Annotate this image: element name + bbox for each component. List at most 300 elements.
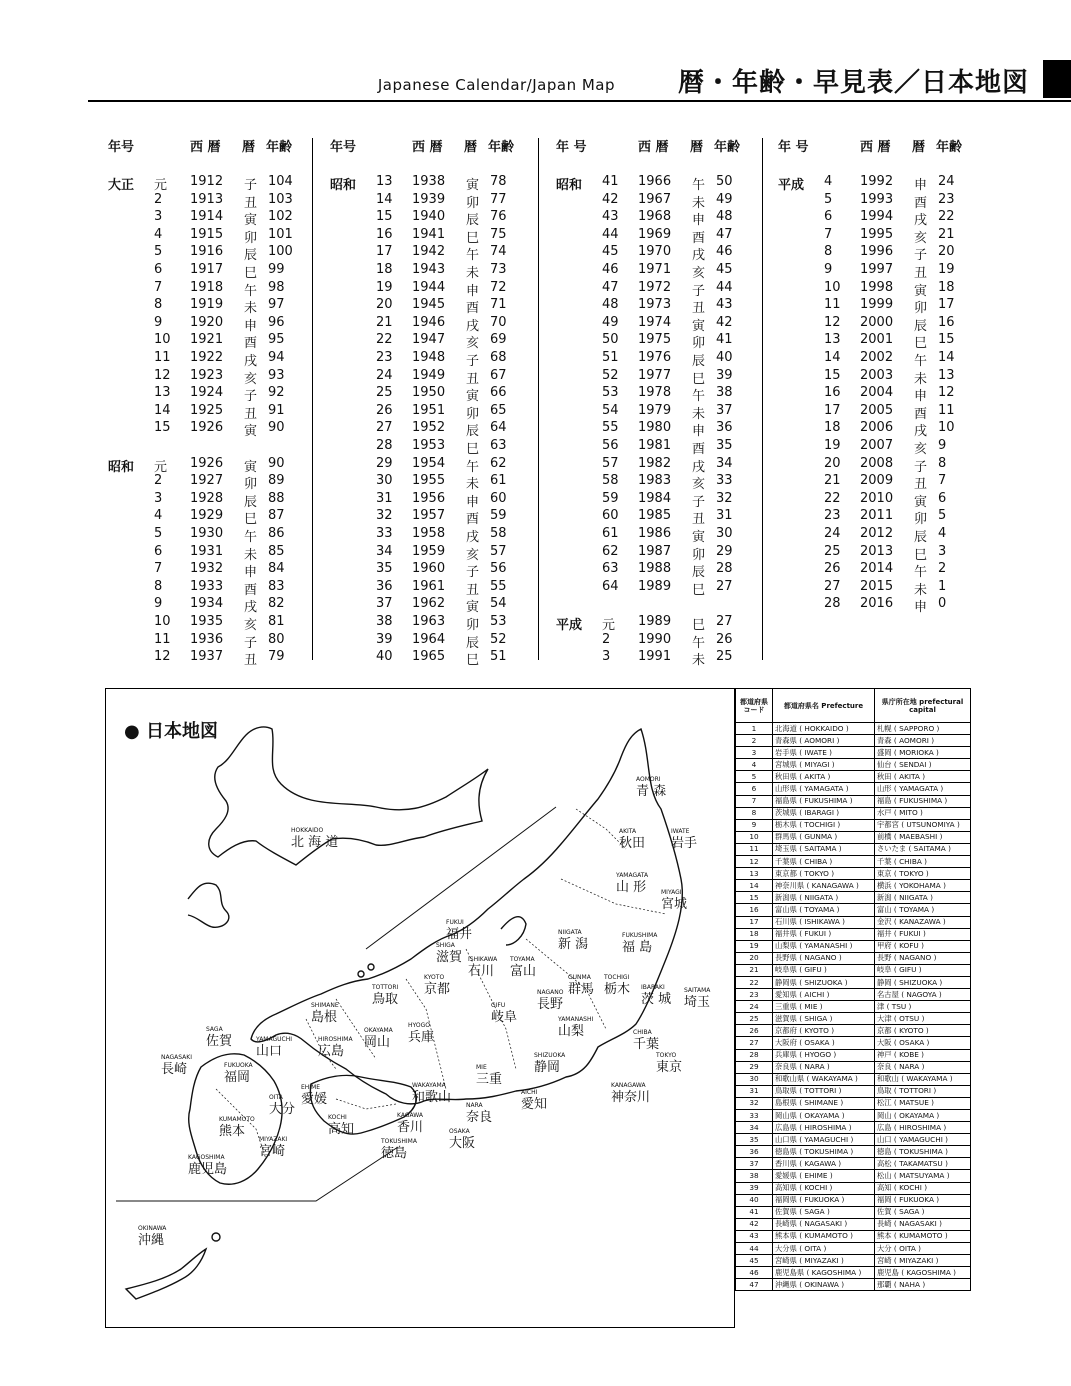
map-label-en-gunma: GUNMA (568, 974, 591, 981)
calendar-western-year: 1928 (190, 490, 224, 506)
map-label-jp-mie: 三重 (476, 1072, 503, 1087)
calendar-western-year: 1975 (638, 332, 672, 348)
prefecture-capital: 水戸 ( MITO ) (875, 807, 971, 819)
prefecture-code: 8 (736, 807, 773, 819)
calendar-age: 35 (716, 438, 733, 453)
calendar-era-year: 28 (824, 596, 841, 612)
calendar-row (556, 614, 781, 631)
calendar-era-year: 26 (824, 561, 841, 577)
calendar-row (108, 174, 333, 191)
map-label-en-shiga: SHIGA (436, 942, 455, 949)
prefecture-capital: 大阪 ( OSAKA ) (875, 1037, 971, 1049)
map-label-jp-kagoshima: 鹿児島 (188, 1162, 228, 1177)
calendar-age: 58 (490, 526, 507, 541)
calendar-row (556, 262, 781, 279)
calendar-era-year: 22 (824, 490, 841, 506)
prefecture-row (736, 1037, 971, 1049)
calendar-zodiac: 寅 (466, 600, 480, 616)
calendar-western-year: 1963 (412, 614, 446, 629)
calendar-western-year: 1978 (638, 385, 672, 401)
map-label-en-hiroshima: HIROSHIMA (318, 1036, 353, 1043)
prefecture-name: 鳥取県 ( TOTTORI ) (773, 1085, 875, 1097)
prefecture-row (736, 819, 971, 831)
prefecture-capital: 鳥取 ( TOTTORI ) (875, 1085, 971, 1097)
map-label-en-hokkaido: HOKKAIDO (291, 827, 324, 834)
calendar-era-year: 30 (376, 473, 393, 489)
calendar-western-year: 1922 (190, 350, 224, 365)
map-label-en-osaka: OSAKA (449, 1128, 470, 1135)
calendar-western-year: 1950 (412, 385, 446, 401)
prefecture-row (736, 831, 971, 843)
calendar-zodiac: 戌 (244, 354, 258, 369)
calendar-age: 34 (716, 455, 733, 471)
calendar-era-year: 27 (824, 578, 841, 594)
calendar-western-year: 1932 (190, 561, 224, 577)
prefecture-name: 群馬県 ( GUNMA ) (773, 831, 875, 843)
calendar-western-year: 1939 (412, 191, 446, 207)
map-label-jp-niigata: 新 潟 (558, 937, 589, 952)
prefecture-name: 宮崎県 ( MIYAZAKI ) (773, 1255, 875, 1267)
prefecture-capital: 佐賀 ( SAGA ) (875, 1206, 971, 1218)
calendar-era-year: 56 (602, 438, 619, 453)
map-label-en-saga: SAGA (206, 1026, 223, 1033)
map-label-en-tochigi: TOCHIGI (604, 974, 630, 981)
prefecture-name: 栃木県 ( TOCHIGI ) (773, 819, 875, 831)
calendar-age: 76 (490, 209, 507, 225)
calendar-row (330, 192, 555, 209)
calendar-row (778, 385, 1003, 405)
prefecture-name: 神奈川県 ( KANAGAWA ) (773, 880, 875, 892)
calendar-era-year: 27 (376, 420, 393, 436)
calendar-age: 1 (938, 578, 947, 594)
map-label-en-mie: MIE (476, 1064, 487, 1071)
prefecture-code: 41 (736, 1206, 773, 1218)
prefecture-name: 大阪府 ( OSAKA ) (773, 1037, 875, 1049)
calendar-age: 90 (268, 455, 285, 471)
calendar-zodiac: 寅 (692, 530, 706, 545)
calendar-era-year: 9 (824, 262, 833, 277)
calendar-western-year: 1943 (412, 262, 446, 277)
calendar-era-year: 4 (154, 508, 163, 524)
prefecture-row (736, 1279, 971, 1291)
prefecture-table (735, 688, 971, 1291)
calendar-era-year: 16 (376, 226, 393, 242)
page-header (88, 58, 1071, 102)
prefecture-capital: 岡山 ( OKAYAMA ) (875, 1110, 971, 1122)
prefecture-row (736, 1073, 971, 1085)
map-label-en-nagasaki: NAGASAKI (161, 1054, 192, 1061)
calendar-era-year: 5 (824, 191, 833, 207)
calendar-row (108, 385, 333, 405)
prefecture-name: 新潟県 ( NIIGATA ) (773, 892, 875, 904)
calendar-row (108, 579, 333, 596)
prefecture-row (736, 892, 971, 904)
map-label-jp-toyama: 富山 (510, 964, 537, 979)
calendar-era-year: 43 (602, 209, 619, 225)
map-label-en-tokyo: TOKYO (656, 1052, 677, 1059)
calendar-era-name: 昭和 (556, 178, 583, 193)
prefecture-code: 13 (736, 868, 773, 880)
prefecture-name: 奈良県 ( NARA ) (773, 1061, 875, 1073)
prefecture-code: 31 (736, 1085, 773, 1097)
prefecture-row (736, 735, 971, 747)
okinawa-outline (126, 1249, 206, 1299)
calendar-age: 33 (716, 473, 733, 489)
calendar-age: 21 (938, 226, 955, 242)
calendar-age: 97 (268, 297, 285, 313)
calendar-western-year: 2001 (860, 332, 894, 348)
map-label-jp-tokyo: 東京 (656, 1060, 683, 1075)
calendar-row (330, 561, 555, 581)
prefecture-code: 10 (736, 831, 773, 843)
calendar-row (778, 244, 1003, 264)
prefecture-name: 埼玉県 ( SAITAMA ) (773, 843, 875, 855)
calendar-western-year: 2006 (860, 420, 894, 436)
calendar-age: 86 (268, 526, 285, 541)
calendar-row (330, 368, 555, 385)
calendar-age: 4 (938, 526, 947, 541)
calendar-era-year: 17 (376, 244, 393, 260)
calendar-age: 19 (938, 262, 955, 277)
calendar-row (330, 332, 555, 352)
calendar-row (108, 244, 333, 264)
map-label-en-yamaguchi: YAMAGUCHI (256, 1036, 292, 1043)
prefecture-code: 5 (736, 771, 773, 783)
izu-island (212, 1233, 220, 1241)
prefecture-capital: 札幌 ( SAPPORO ) (875, 723, 971, 735)
calendar-age: 57 (490, 543, 507, 559)
calendar-age: 9 (938, 438, 947, 453)
prefecture-capital: 静岡 ( SHIZUOKA ) (875, 976, 971, 988)
calendar-row (330, 420, 555, 440)
calendar-header-eto: 暦 (242, 140, 256, 155)
map-label-en-akita: AKITA (619, 828, 637, 835)
calendar-age: 31 (716, 508, 733, 524)
map-label-en-iwate: IWATE (671, 828, 690, 835)
calendar-age: 70 (490, 314, 507, 330)
calendar-western-year: 1926 (190, 420, 224, 436)
map-label-en-kumamoto: KUMAMOTO (219, 1116, 255, 1123)
column-divider (762, 138, 763, 660)
map-label-jp-tottori: 鳥取 (372, 992, 399, 1007)
calendar-zodiac: 戌 (914, 213, 928, 229)
calendar-age: 85 (268, 543, 285, 559)
calendar-header-seireki: 西 暦 (412, 140, 443, 155)
calendar-western-year: 1953 (412, 438, 446, 453)
prefecture-row (736, 771, 971, 783)
prefecture-name: 大分県 ( OITA ) (773, 1243, 875, 1255)
calendar-era-year: 18 (824, 420, 841, 436)
calendar-age: 10 (938, 420, 955, 436)
calendar-western-year: 1914 (190, 209, 224, 225)
calendar-era-year: 11 (154, 350, 171, 365)
calendar-header-era: 年号 (330, 140, 357, 155)
calendar-western-year: 1944 (412, 279, 446, 295)
prefecture-row (736, 856, 971, 868)
calendar-zodiac: 酉 (466, 512, 480, 528)
prefecture-capital: 新潟 ( NIIGATA ) (875, 892, 971, 904)
calendar-western-year: 1917 (190, 262, 224, 277)
calendar-header-era: 年号 (108, 140, 135, 155)
calendar-era-year: 15 (824, 367, 841, 383)
header-black-block (1043, 60, 1071, 98)
calendar-row (108, 614, 333, 631)
map-label-jp-hyogo: 兵庫 (408, 1030, 435, 1045)
calendar-western-year: 1994 (860, 209, 894, 225)
prefecture-row (736, 1134, 971, 1146)
calendar-age: 100 (268, 244, 293, 260)
map-label-jp-kagawa: 香川 (397, 1120, 424, 1135)
calendar-zodiac: 子 (692, 494, 706, 510)
calendar-row (556, 403, 781, 420)
map-label-jp-okayama: 岡山 (364, 1035, 391, 1050)
calendar-zodiac: 丑 (466, 371, 480, 387)
calendar-era-year: 32 (376, 508, 393, 524)
calendar-zodiac: 辰 (466, 424, 480, 440)
calendar-western-year: 1961 (412, 578, 446, 594)
calendar-era-year: 12 (824, 314, 841, 330)
calendar-western-year: 1995 (860, 226, 894, 242)
calendar-age: 20 (938, 244, 955, 260)
prefecture-name: 長野県 ( NAGANO ) (773, 952, 875, 964)
sado-island (368, 964, 374, 970)
prefecture-capital: 福井 ( FUKUI ) (875, 928, 971, 940)
prefecture-name: 島根県 ( SHIMANE ) (773, 1097, 875, 1109)
prefecture-code: 14 (736, 880, 773, 892)
calendar-zodiac: 戌 (466, 530, 480, 545)
calendar-western-year: 1985 (638, 508, 672, 524)
calendar-row (556, 315, 781, 332)
prefecture-code: 37 (736, 1158, 773, 1170)
map-label-en-aomori: AOMORI (636, 776, 661, 783)
calendar-western-year: 1987 (638, 543, 672, 559)
calendar-row (330, 227, 555, 244)
map-label-en-ibaraki: IBARAKI (641, 984, 665, 991)
prefecture-capital: 千葉 ( CHIBA ) (875, 856, 971, 868)
map-label-en-miyazaki: MIYAZAKI (259, 1136, 288, 1143)
calendar-age: 61 (490, 473, 507, 489)
calendar-age: 36 (716, 420, 733, 436)
calendar-zodiac: 卯 (914, 512, 928, 528)
calendar-western-year: 2005 (860, 402, 894, 418)
calendar-western-year: 1955 (412, 473, 446, 489)
map-label-jp-kumamoto: 熊本 (219, 1124, 246, 1139)
calendar-era-year: 6 (154, 543, 163, 559)
calendar-header-eto: 暦 (690, 140, 704, 155)
calendar-era-year: 23 (824, 508, 841, 524)
calendar-era-year: 55 (602, 420, 619, 436)
calendar-zodiac: 申 (466, 283, 480, 299)
calendar-era-year: 24 (376, 367, 393, 383)
calendar-row (556, 385, 781, 405)
calendar-western-year: 1924 (190, 385, 224, 401)
calendar-row (556, 456, 781, 473)
calendar-row (330, 174, 555, 191)
calendar-western-year: 2008 (860, 455, 894, 471)
prefecture-capital: 福岡 ( FUKUOKA ) (875, 1194, 971, 1206)
calendar-western-year: 1996 (860, 244, 894, 260)
calendar-row (556, 350, 781, 367)
calendar-western-year: 1952 (412, 420, 446, 436)
prefecture-row (736, 807, 971, 819)
prefecture-code: 43 (736, 1230, 773, 1242)
calendar-zodiac: 酉 (244, 336, 258, 352)
calendar-row (556, 297, 781, 317)
prefecture-row (736, 940, 971, 952)
calendar-age: 45 (716, 262, 733, 277)
prefecture-capital: 鹿児島 ( KAGOSHIMA ) (875, 1267, 971, 1279)
calendar-western-year: 1938 (412, 174, 446, 189)
prefecture-code: 42 (736, 1218, 773, 1230)
calendar-zodiac: 辰 (692, 354, 706, 369)
prefecture-code: 9 (736, 819, 773, 831)
calendar-column-2 (330, 136, 555, 669)
calendar-era-year: 40 (376, 649, 393, 665)
calendar-era-year: 4 (154, 226, 163, 242)
calendar-western-year: 1941 (412, 226, 446, 242)
map-label-en-okayama: OKAYAMA (364, 1027, 393, 1034)
calendar-era-year: 33 (376, 526, 393, 541)
calendar-western-year: 2000 (860, 314, 894, 330)
prefecture-capital: 秋田 ( AKITA ) (875, 771, 971, 783)
calendar-era-year: 3 (602, 649, 611, 665)
calendar-zodiac: 寅 (466, 389, 480, 405)
calendar-zodiac: 午 (692, 178, 706, 193)
calendar-age: 7 (938, 473, 947, 489)
calendar-age: 90 (268, 420, 285, 436)
calendar-row (556, 561, 781, 581)
calendar-era-year: 13 (376, 174, 393, 189)
prefecture-capital: 岐阜 ( GIFU ) (875, 964, 971, 976)
calendar-age: 28 (716, 561, 733, 577)
calendar-era-year: 6 (824, 209, 833, 225)
calendar-western-year: 1933 (190, 578, 224, 594)
calendar-era-year: 10 (824, 279, 841, 295)
prefecture-row (736, 1243, 971, 1255)
calendar-header-seireki: 西 暦 (190, 140, 221, 155)
calendar-row (778, 456, 1003, 473)
calendar-western-year: 1972 (638, 279, 672, 295)
calendar-age: 16 (938, 314, 955, 330)
prefecture-code: 29 (736, 1061, 773, 1073)
prefecture-row (736, 795, 971, 807)
prefecture-capital: さいたま ( SAITAMA ) (875, 843, 971, 855)
calendar-row (108, 438, 333, 455)
calendar-western-year: 1969 (638, 226, 672, 242)
calendar-western-year: 1983 (638, 473, 672, 489)
calendar-age: 42 (716, 314, 733, 330)
calendar-western-year: 1926 (190, 455, 224, 471)
calendar-western-year: 1965 (412, 649, 446, 665)
calendar-western-year: 1974 (638, 314, 672, 330)
prefecture-name: 広島県 ( HIROSHIMA ) (773, 1122, 875, 1134)
calendar-zodiac: 巳 (466, 653, 480, 669)
map-label-jp-okinawa: 沖縄 (138, 1233, 165, 1248)
calendar-era-year: 13 (154, 385, 171, 401)
calendar-era-year: 9 (154, 314, 163, 330)
calendar-age: 40 (716, 350, 733, 365)
calendar-header-age: 年齢 (714, 140, 741, 155)
map-label-en-ehime: EHIME (301, 1084, 321, 1091)
calendar-zodiac: 辰 (914, 318, 928, 334)
calendar-row (556, 579, 781, 596)
calendar-zodiac: 未 (692, 195, 706, 211)
prefecture-name: 和歌山県 ( WAKAYAMA ) (773, 1073, 875, 1085)
calendar-western-year: 1992 (860, 174, 894, 189)
calendar-era-year: 14 (154, 402, 171, 418)
calendar-era-year: 元 (602, 618, 616, 633)
calendar-age: 67 (490, 367, 507, 383)
prefecture-code: 47 (736, 1279, 773, 1291)
calendar-western-year: 1921 (190, 332, 224, 348)
calendar-western-year: 1999 (860, 297, 894, 313)
calendar-zodiac: 午 (914, 565, 928, 581)
prefecture-name: 愛知県 ( AICHI ) (773, 989, 875, 1001)
calendar-zodiac: 申 (692, 213, 706, 229)
calendar-era-year: 51 (602, 350, 619, 365)
calendar-era-year: 7 (824, 226, 833, 242)
calendar-era-year: 35 (376, 561, 393, 577)
prefecture-capital: 松山 ( MATSUYAMA ) (875, 1170, 971, 1182)
calendar-zodiac: 辰 (466, 213, 480, 229)
calendar-zodiac: 未 (466, 477, 480, 493)
calendar-age: 75 (490, 226, 507, 242)
calendar-zodiac: 寅 (244, 213, 258, 229)
calendar-row (108, 420, 333, 440)
prefecture-row (736, 843, 971, 855)
calendar-row (108, 227, 333, 244)
calendar-western-year: 1920 (190, 314, 224, 330)
calendar-age: 0 (938, 596, 947, 612)
calendar-era-year: 11 (824, 297, 841, 313)
calendar-age: 102 (268, 209, 293, 225)
calendar-western-year: 1970 (638, 244, 672, 260)
calendar-row (556, 491, 781, 508)
calendar-western-year: 2015 (860, 578, 894, 594)
calendar-era-year: 8 (154, 297, 163, 313)
calendar-age: 66 (490, 385, 507, 401)
calendar-zodiac: 子 (692, 283, 706, 299)
calendar-age: 84 (268, 561, 285, 577)
prefecture-code: 45 (736, 1255, 773, 1267)
calendar-row (778, 508, 1003, 528)
calendar-western-year: 1934 (190, 596, 224, 612)
calendar-row (330, 438, 555, 455)
calendar-zodiac: 午 (466, 459, 480, 475)
calendar-row (778, 596, 1003, 616)
calendar-row (330, 244, 555, 264)
calendar-era-year: 38 (376, 614, 393, 629)
calendar-age: 8 (938, 455, 947, 471)
calendar-row (330, 403, 555, 420)
calendar-row (108, 403, 333, 420)
calendar-zodiac: 未 (692, 406, 706, 422)
header-prefecture: 都道府県名 Prefecture (773, 689, 875, 723)
header-english-title: Japanese Calendar/Japan Map (377, 76, 615, 94)
calendar-age: 43 (716, 297, 733, 313)
calendar-zodiac: 丑 (244, 406, 258, 422)
calendar-row (108, 491, 333, 508)
calendar-age: 93 (268, 367, 285, 383)
prefecture-row (736, 1206, 971, 1218)
calendar-zodiac: 子 (914, 248, 928, 264)
calendar-row (556, 596, 781, 613)
prefecture-capital: 熊本 ( KUMAMOTO ) (875, 1230, 971, 1242)
map-label-en-saitama: SAITAMA (684, 987, 711, 994)
calendar-era-year: 8 (824, 244, 833, 260)
calendar-era-year: 10 (154, 614, 171, 629)
japan-map (105, 688, 735, 1328)
